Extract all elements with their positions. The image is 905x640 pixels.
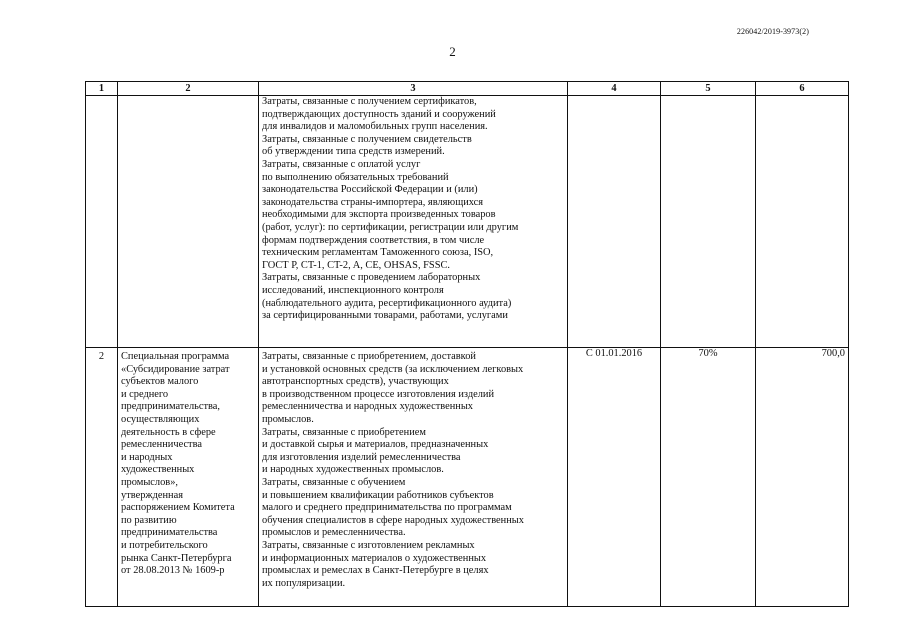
amount-cell: [756, 96, 849, 348]
cell-text-line: и информационных материалов о художественных: [262, 552, 487, 564]
cell-text-line: законодательства Российской Федерации и (или): [262, 184, 478, 196]
cell-text-line: Затраты, связанные с приобретением, доставкой: [262, 351, 476, 362]
page-number: 2: [449, 44, 456, 59]
cell-text-line: Затраты, связанные с изготовлением рекламных: [262, 539, 475, 551]
cell-text-line: и народных художественных промыслов.: [262, 464, 444, 476]
cell-text-line: распоряжением Комитета: [121, 502, 235, 514]
cell-text-line: промыслов и ремесленничества.: [262, 527, 406, 539]
table-row: [86, 96, 849, 348]
cell-text-line: об утверждении типа средств измерений.: [262, 146, 445, 158]
cell-text-line: (наблюдательного аудита, ресертификационного аудита): [262, 297, 512, 309]
cell-text-line: и доставкой сырья и материалов, предназначенных: [262, 439, 489, 451]
row-number-cell: 2: [86, 348, 118, 607]
cell-text-line: Специальная программа: [121, 351, 230, 362]
cell-text-line: художественных: [121, 464, 195, 476]
cell-text-line: субъектов малого: [121, 376, 199, 388]
column-header: 1: [86, 82, 118, 96]
cell-text-line: автотранспортных средств), участвующих: [262, 376, 449, 388]
cell-text-line: обучения специалистов в сфере народных художественных: [262, 514, 524, 526]
cell-text-line: промыслов.: [262, 413, 314, 425]
row-number-cell: [86, 96, 118, 348]
start-date-cell: С 01.01.2016: [568, 348, 661, 607]
cell-text-line: для инвалидов и маломобильных групп населения.: [262, 121, 488, 133]
cell-text-line: и повышением квалификации работников субъектов: [262, 489, 494, 501]
cell-text-line: промыслов»,: [121, 476, 179, 488]
cell-text-line: по выполнению обязательных требований: [262, 171, 449, 183]
cell-text-line: формам подтверждения соответствия, в том числе: [262, 234, 485, 246]
cell-text-line: подтверждающих доступность зданий и сооружений: [262, 108, 496, 120]
column-header: 5: [661, 82, 756, 96]
cell-text-line: предпринимательства: [121, 527, 218, 539]
cell-text-line: предпринимательства,: [121, 401, 221, 413]
expenses-cell: [259, 96, 568, 348]
cell-text-line: осуществляющих: [121, 413, 200, 425]
cell-text-line: Затраты, связанные с оплатой услуг: [262, 158, 421, 170]
cell-text-line: малого и среднего предпринимательства по программам: [262, 502, 512, 514]
percent-cell: 70%: [661, 348, 756, 607]
cell-text-line: рынка Санкт-Петербурга: [121, 552, 232, 564]
table-header-row: [86, 82, 849, 96]
table-row: [86, 348, 849, 607]
cell-text-line: и потребительского: [121, 539, 208, 551]
column-header: 3: [259, 82, 568, 96]
start-date-cell: [568, 96, 661, 348]
percent-cell: [661, 96, 756, 348]
cell-text-line: в производственном процессе изготовления изделий: [262, 388, 495, 400]
amount-cell: 700,0: [756, 348, 849, 607]
cell-text-line: законодательства страны-импортера, являющихся: [262, 196, 484, 208]
program-cell: [118, 96, 259, 348]
cell-text-line: Затраты, связанные с обучением: [262, 476, 406, 488]
cell-text-line: по развитию: [121, 514, 177, 526]
cell-text-line: ГОСТ Р, CT-1, CT-2, A, CE, OHSAS, FSSC.: [262, 259, 451, 271]
cell-text-line: от 28.08.2013 № 1609-р: [121, 565, 225, 577]
cell-text-line: и среднего: [121, 388, 169, 400]
cell-text-line: промыслах и ремеслах в Санкт-Петербурге в целях: [262, 565, 489, 577]
cell-text-line: Затраты, связанные с проведением лабораторных: [262, 272, 481, 284]
cell-text-line: ремесленничества: [121, 439, 202, 451]
cell-text-line: Затраты, связанные с приобретением: [262, 426, 426, 438]
measures-table: [85, 81, 849, 607]
cell-text-line: деятельность в сфере: [121, 426, 216, 438]
document-id: 226042/2019-3973(2): [736, 27, 809, 36]
cell-text-line: «Субсидирование затрат: [121, 363, 230, 375]
cell-text-line: ремесленничества и народных художественных: [262, 401, 473, 413]
cell-text-line: и установкой основных средств (за исключением легковых: [262, 363, 524, 375]
cell-text-line: за сертифицированными товарами, работами, услугами: [262, 310, 508, 322]
cell-text-line: Затраты, связанные с получением свидетельств: [262, 133, 472, 145]
cell-text-line: (работ, услуг): по сертификации, регистрации или другим: [262, 221, 519, 233]
expenses-cell: [259, 348, 568, 607]
cell-text-line: Затраты, связанные с получением сертификатов,: [262, 96, 477, 107]
cell-text-line: техническим регламентам Таможенного союза, ISO,: [262, 247, 494, 259]
cell-text-line: для изготовления изделий ремесленничества: [262, 451, 461, 463]
column-header: 4: [568, 82, 661, 96]
cell-text-line: необходимыми для экспорта произведенных товаров: [262, 209, 496, 221]
cell-text-line: их популяризации.: [262, 577, 346, 589]
cell-text-line: и народных: [121, 451, 173, 463]
column-header: 2: [118, 82, 259, 96]
cell-text-line: исследований, инспекционного контроля: [262, 284, 444, 296]
column-header: 6: [756, 82, 849, 96]
program-cell: [118, 348, 259, 607]
cell-text-line: утвержденная: [121, 489, 183, 501]
